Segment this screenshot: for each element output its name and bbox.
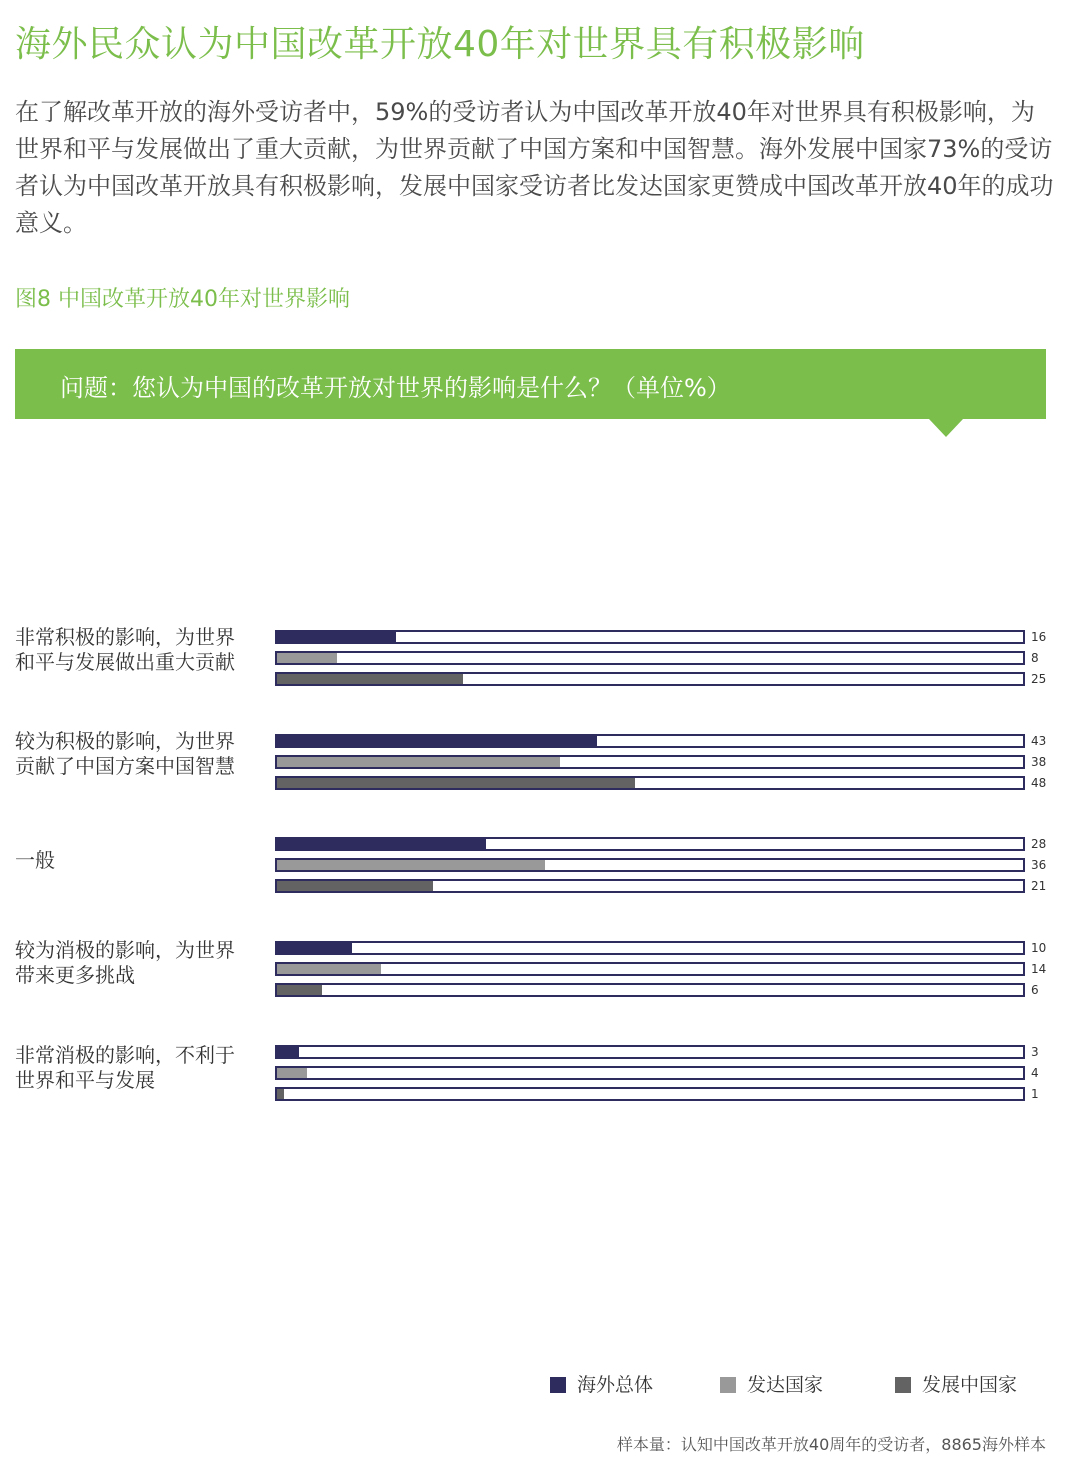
data-label: 38: [1031, 755, 1047, 769]
data-label: 6: [1031, 983, 1039, 997]
bar: [277, 674, 463, 684]
category-label: 非常积极的影响，为世界和平与发展做出重大贡献: [15, 625, 235, 674]
bar-track: [275, 651, 1025, 665]
bar: [277, 757, 560, 767]
category-label: 较为消极的影响，为世界带来更多挑战: [15, 938, 235, 987]
bar: [277, 1089, 284, 1099]
legend-label: 发展中国家: [922, 1374, 1018, 1396]
legend-label: 海外总体: [577, 1374, 654, 1396]
bar-track: [275, 776, 1025, 790]
data-label: 4: [1031, 1066, 1039, 1080]
bar-track: [275, 983, 1025, 997]
data-label: 10: [1031, 941, 1047, 955]
data-label: 16: [1031, 630, 1047, 644]
legend-swatch: [550, 1377, 566, 1393]
source-note: 样本量：认知中国改革开放40周年的受访者，8865海外样本: [616, 1435, 1046, 1454]
data-label: 48: [1031, 776, 1047, 790]
bar: [277, 839, 486, 849]
category-label: 一般: [15, 848, 55, 872]
bar: [277, 778, 635, 788]
legend-swatch: [895, 1377, 911, 1393]
bar-track: [275, 755, 1025, 769]
data-label: 36: [1031, 858, 1047, 872]
bar-track: [275, 1066, 1025, 1080]
bar-track: [275, 672, 1025, 686]
question-banner: [15, 349, 1046, 419]
bar-track: [275, 630, 1025, 644]
legend-swatch: [720, 1377, 736, 1393]
bar-track: [275, 734, 1025, 748]
data-label: 25: [1031, 672, 1047, 686]
page-title: 海外民众认为中国改革开放40年对世界具有积极影响: [15, 24, 865, 65]
chart-legend: [0, 1372, 1080, 1402]
bar-track: [275, 1087, 1025, 1101]
bar: [277, 860, 545, 870]
bar: [277, 943, 352, 953]
bar-track: [275, 858, 1025, 872]
data-label: 14: [1031, 962, 1047, 976]
bar: [277, 653, 337, 663]
bar: [277, 1068, 307, 1078]
bar: [277, 881, 433, 891]
bar: [277, 1047, 299, 1057]
category-label: 较为积极的影响，为世界贡献了中国方案中国智慧: [15, 729, 235, 778]
bar-track: [275, 879, 1025, 893]
bar-track: [275, 962, 1025, 976]
data-label: 21: [1031, 879, 1047, 893]
data-label: 28: [1031, 837, 1047, 851]
bar: [277, 632, 396, 642]
bar-chart: [0, 600, 1080, 1120]
category-label: 非常消极的影响，不利于世界和平与发展: [15, 1043, 235, 1092]
data-label: 43: [1031, 734, 1047, 748]
data-label: 1: [1031, 1087, 1039, 1101]
bar: [277, 985, 322, 995]
data-label: 8: [1031, 651, 1039, 665]
bar-track: [275, 1045, 1025, 1059]
data-label: 3: [1031, 1045, 1039, 1059]
legend-label: 发达国家: [747, 1374, 824, 1396]
intro-paragraph: 在了解改革开放的海外受访者中，59%的受访者认为中国改革开放40年对世界具有积极影响，为世界和平与发展做出了重大贡献，为世界贡献了中国方案和中国智慧。海外发展中国家73%的受访者认为中国改革开放具有积极影响，发展中国家受访者比发达国家更赞成中国改革开放40年的成功意义。: [15, 98, 1054, 237]
banner-pointer: [929, 419, 963, 437]
bar-track: [275, 837, 1025, 851]
figure-label: 图8 中国改革开放40年对世界影响: [15, 287, 350, 312]
question-text: 问题：您认为中国的改革开放对世界的影响是什么？（单位%）: [60, 374, 731, 402]
bar-track: [275, 941, 1025, 955]
bar: [277, 736, 597, 746]
bar: [277, 964, 381, 974]
